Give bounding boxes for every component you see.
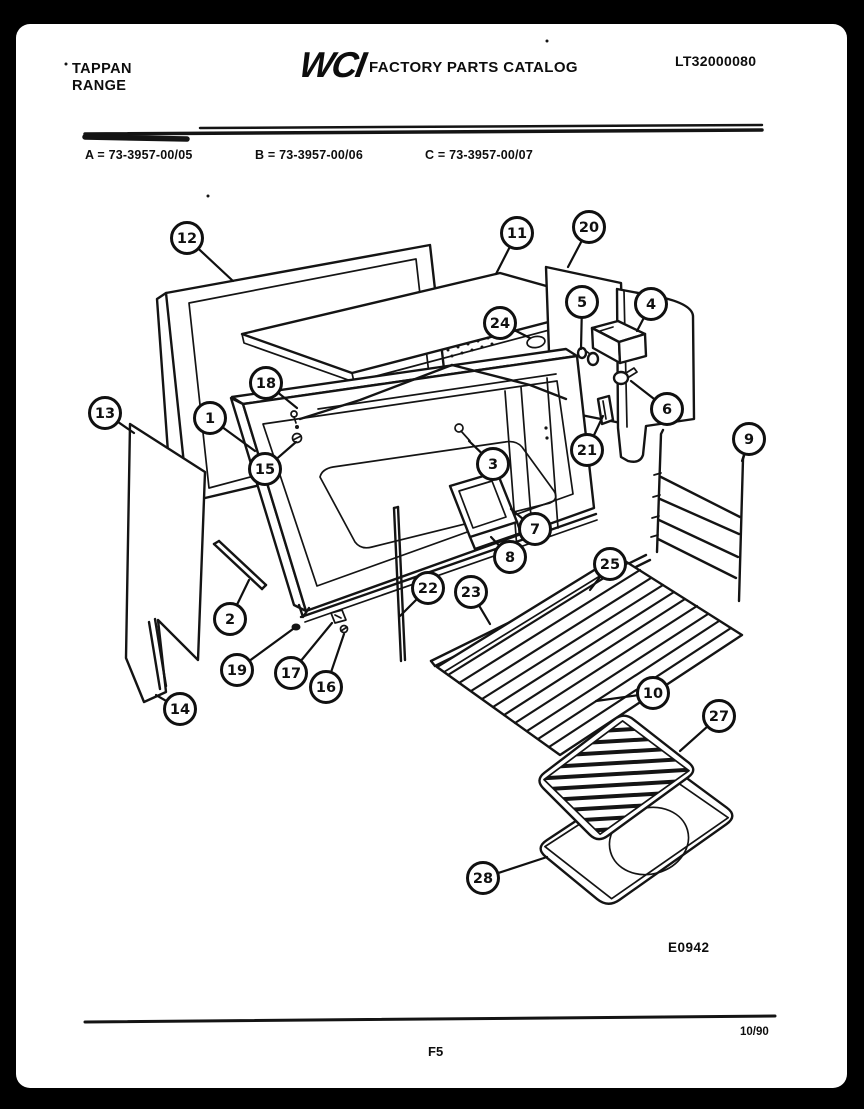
svg-text:16: 16 xyxy=(315,680,337,697)
part-fasteners xyxy=(292,610,348,633)
callout-12 xyxy=(172,223,234,282)
svg-text:3: 3 xyxy=(487,457,499,474)
part-side-panel xyxy=(126,424,205,702)
svg-text:17: 17 xyxy=(280,666,302,683)
thermostat-bulb xyxy=(291,411,297,417)
catalog-title: FACTORY PARTS CATALOG xyxy=(369,59,578,76)
svg-text:18: 18 xyxy=(255,376,277,393)
svg-text:24: 24 xyxy=(489,316,511,333)
svg-text:5: 5 xyxy=(576,295,588,312)
svg-text:20: 20 xyxy=(578,220,600,237)
callout-8 xyxy=(491,537,526,573)
svg-text:15: 15 xyxy=(254,462,276,479)
svg-text:11: 11 xyxy=(506,226,528,243)
callout-9 xyxy=(734,424,765,462)
svg-text:23: 23 xyxy=(460,585,482,602)
callout-27 xyxy=(680,701,735,752)
model-code-a: A = 73-3957-00/05 xyxy=(85,148,193,162)
diagram-code: E0942 xyxy=(668,940,710,955)
svg-text:2: 2 xyxy=(224,612,236,629)
svg-text:6: 6 xyxy=(661,402,673,419)
svg-text:1: 1 xyxy=(204,411,216,428)
part-rack-support xyxy=(651,430,745,601)
wci-logo: WCI xyxy=(296,44,368,85)
svg-text:27: 27 xyxy=(708,709,730,726)
part-trim-strip xyxy=(214,541,266,589)
svg-text:14: 14 xyxy=(169,702,191,719)
revision-date: 10/90 xyxy=(740,1026,769,1038)
model-code-c: C = 73-3957-00/07 xyxy=(425,148,533,162)
brand-line-1: TAPPAN xyxy=(72,61,132,77)
footer-rule xyxy=(85,1016,775,1022)
header-rule xyxy=(85,125,762,139)
callout-13 xyxy=(90,398,135,434)
callout-20 xyxy=(568,212,605,268)
svg-text:21: 21 xyxy=(576,443,598,460)
svg-text:13: 13 xyxy=(94,406,116,423)
svg-text:10: 10 xyxy=(642,686,664,703)
svg-text:28: 28 xyxy=(472,871,494,888)
callout-2 xyxy=(215,580,250,635)
callout-28 xyxy=(468,857,548,894)
svg-text:7: 7 xyxy=(529,522,541,539)
model-code-b: B = 73-3957-00/06 xyxy=(255,148,363,162)
svg-text:25: 25 xyxy=(599,557,621,574)
svg-text:12: 12 xyxy=(176,231,198,248)
callout-11 xyxy=(496,218,533,275)
callout-23 xyxy=(456,577,491,625)
page-number: F5 xyxy=(428,1044,444,1059)
svg-text:9: 9 xyxy=(743,432,755,449)
svg-text:22: 22 xyxy=(417,581,439,598)
brand-line-2: RANGE xyxy=(72,77,127,94)
svg-text:8: 8 xyxy=(504,550,516,567)
callout-14 xyxy=(156,694,196,725)
svg-text:4: 4 xyxy=(645,297,657,314)
svg-text:19: 19 xyxy=(226,663,248,680)
document-number: LT32000080 xyxy=(675,53,757,69)
